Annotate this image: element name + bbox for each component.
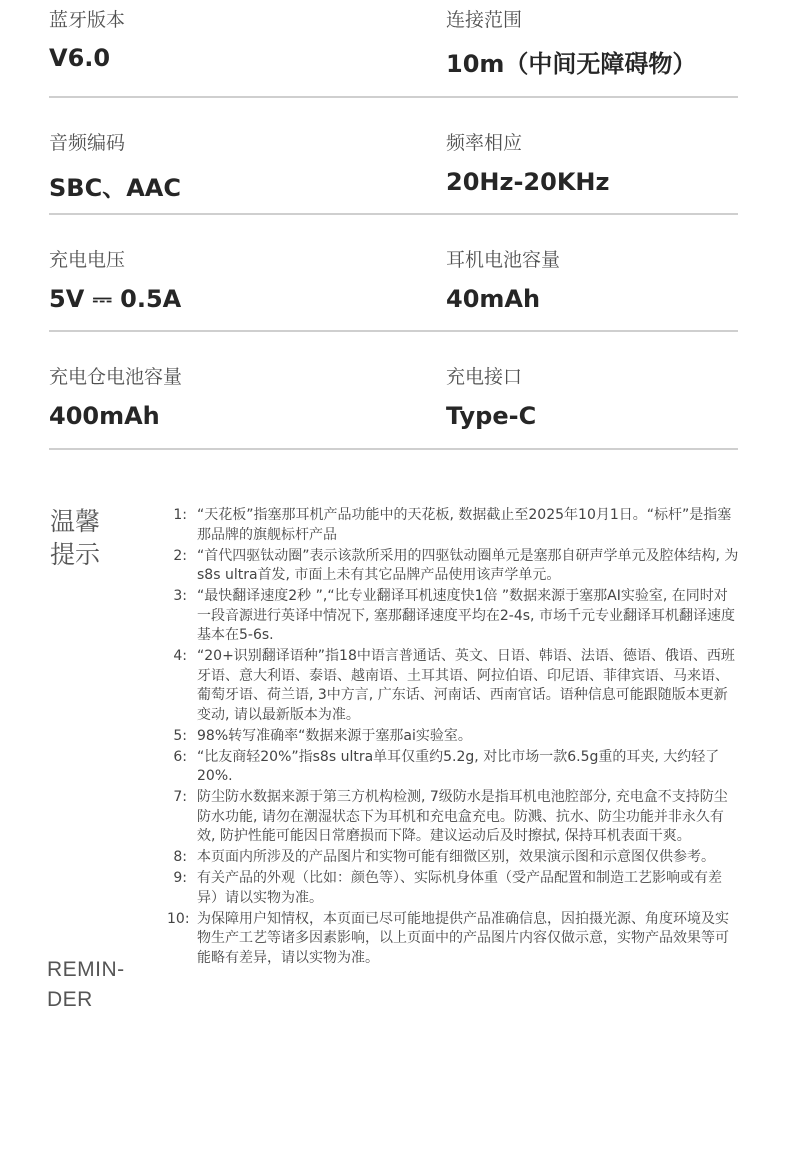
note-text: “比友商轻20%”指s8s ultra单耳仅重约5.2g, 对比市场一款6.5g重的耳夹, 大约轻了20%. <box>197 748 720 784</box>
spec-row <box>49 98 738 215</box>
note-text: “20+识别翻译语种”指18中语言普通话、英文、日语、韩语、法语、德语、俄语、西班牙语、意大利语、泰语、越南语、土耳其语、阿拉伯语、印尼语、菲律宾语、马来语、葡萄牙语、荷兰语, 3中方言, 广东话、河南话、西南官话。语种信息可能跟随版本更新变动, 请以最新版本为准。 <box>197 648 735 723</box>
note-item <box>167 848 739 868</box>
spec-label: 频率相应 <box>446 132 523 154</box>
reminder-english-line: REMIN- <box>47 958 125 981</box>
spec-value: 400mAh <box>49 402 160 430</box>
spec-value: 40mAh <box>446 285 541 313</box>
note-number: 10: <box>167 910 190 927</box>
note-text: 为保障用户知情权，本页面已尽可能地提供产品准确信息，因拍摄光源、角度环境及实物生产工艺等诸多因素影响，以上页面中的产品图片内容仅做示意，实物产品效果等可能略有差异，请以实物为准。 <box>197 910 729 966</box>
spec-value: 10m（中间无障碍物） <box>446 50 697 78</box>
reminder-title-line: 提示 <box>50 540 101 569</box>
note-number: 9: <box>173 870 187 886</box>
note-item <box>167 506 739 545</box>
note-item <box>167 748 739 787</box>
spec-value: 5V ⎓ 0.5A <box>49 285 182 313</box>
spec-row <box>49 332 738 450</box>
spec-label: 充电接口 <box>446 366 523 388</box>
spec-value: V6.0 <box>49 44 111 72</box>
spec-label: 蓝牙版本 <box>49 9 126 31</box>
spec-label: 充电电压 <box>49 249 126 271</box>
note-item <box>167 727 739 747</box>
reminder-title-line: 温馨 <box>50 507 101 536</box>
spec-row <box>49 0 738 98</box>
note-number: 6: <box>173 748 187 765</box>
note-item <box>167 547 739 586</box>
note-number: 8: <box>173 849 187 865</box>
note-number: 1: <box>173 507 187 523</box>
spec-label: 连接范围 <box>446 9 523 31</box>
note-text: 本页面内所涉及的产品图片和实物可能有细微区别，效果演示图和示意图仅供参考。 <box>197 849 715 865</box>
spec-label: 音频编码 <box>49 132 126 154</box>
note-text: 有关产品的外观（比如：颜色等）、实际机身体重（受产品配置和制造工艺影响或有差异）请以实物为准。 <box>197 870 722 906</box>
note-text: “最快翻译速度2秒 ”,“比专业翻译耳机速度快1倍 ”数据来源于塞那AI实验室, 在同时对一段音源进行英译中情况下, 塞那翻译速度平均在2-4s, 市场千元专业翻译耳机翻译速度基本在5-6s. <box>197 588 735 643</box>
reminder-title <box>50 505 100 571</box>
spec-value: SBC、AAC <box>49 174 181 202</box>
note-item <box>167 587 739 646</box>
spec-value: 20Hz-20KHz <box>446 168 610 196</box>
spec-label: 耳机电池容量 <box>446 249 561 271</box>
spec-value: Type-C <box>446 402 537 430</box>
note-number: 5: <box>173 727 187 744</box>
note-item <box>167 869 739 908</box>
spec-table <box>49 0 738 450</box>
spec-row <box>49 215 738 332</box>
reminder-english-line: DER <box>47 988 93 1011</box>
reminder-english-label <box>47 955 125 1015</box>
reminder-notes-list <box>167 506 739 970</box>
note-text: “天花板”指塞那耳机产品功能中的天花板, 数据截止至2025年10月1日。“标杆”是指塞那品牌的旗舰标杆产品 <box>197 507 732 543</box>
note-number: 3: <box>173 588 187 604</box>
note-text: “首代四驱钛动圈”表示该款所采用的四驱钛动圈单元是塞那自研声学单元及腔体结构, 为s8s ultra首发, 市面上未有其它品牌产品使用该声学单元。 <box>197 547 739 583</box>
note-item <box>167 910 739 969</box>
note-number: 7: <box>173 789 187 805</box>
note-number: 2: <box>173 547 187 564</box>
note-text: 98%转写准确率“数据来源于塞那ai实验室。 <box>197 727 472 744</box>
spec-label: 充电仓电池容量 <box>49 366 183 388</box>
note-number: 4: <box>173 648 187 664</box>
note-item <box>167 788 739 847</box>
note-item <box>167 647 739 725</box>
note-text: 防尘防水数据来源于第三方机构检测, 7级防水是指耳机电池腔部分, 充电盒不支持防尘防水功能, 请勿在潮湿状态下为耳机和充电盒充电。防溅、抗水、防尘功能并非永久有效, 防护性能可能因日常磨损而下降。建议运动后及时擦拭, 保持耳机表面干爽。 <box>197 789 728 844</box>
